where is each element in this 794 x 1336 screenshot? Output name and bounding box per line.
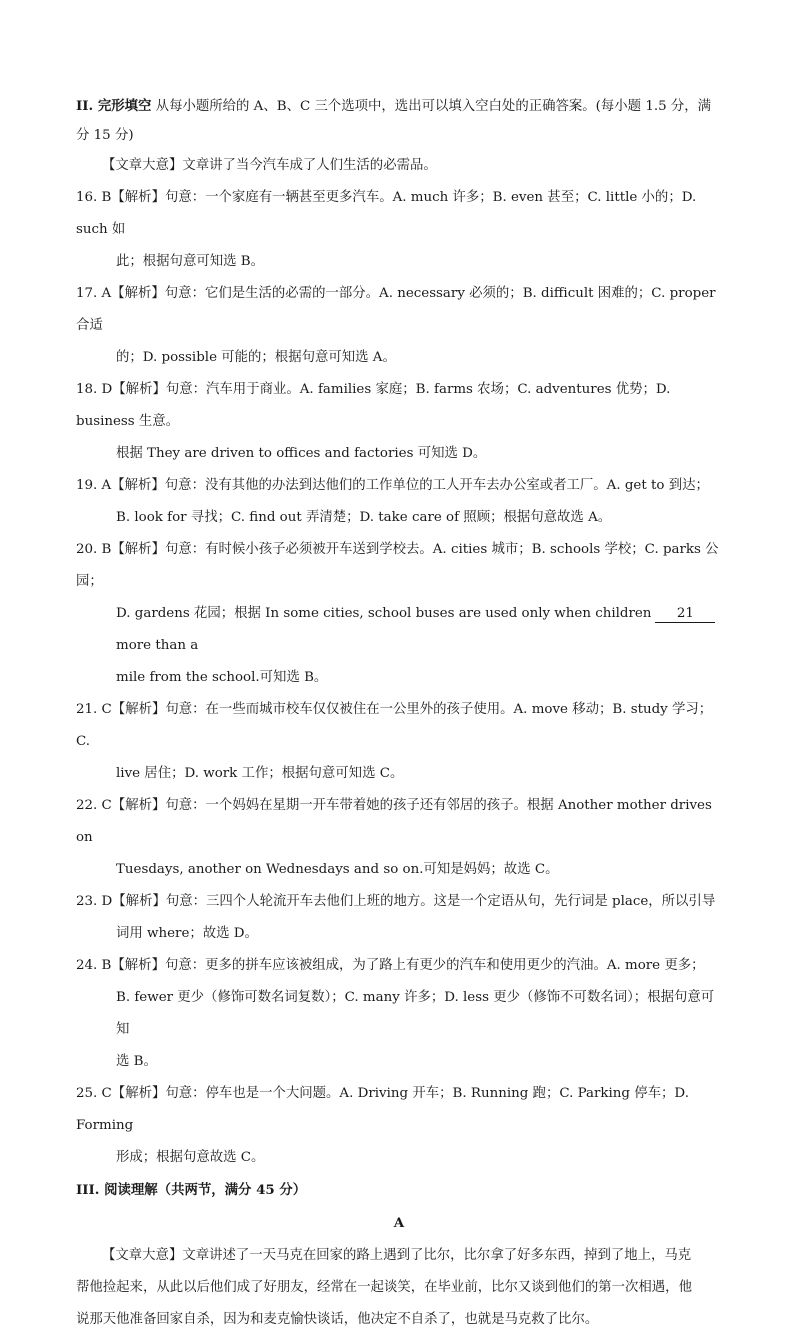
section3-summary: 【文章大意】文章讲述了一天马克在回家的路上遇到了比尔，比尔拿了好多东西，掉到了地上，马克 帮他捡起来，从此以后他们成了好朋友，经常在一起谈笑，在毕业前，比尔又谈到他们的第一次相遇，他 说那天他准备回家自杀，因为和麦克愉快谈话，他决定不自杀了，也就是马克救了比尔。 [76,1248,692,1327]
answer-item-21: 21. C【解析】句意：在一些而城市校车仅仅被住在一公里外的孩子使用。A. move 移动；B. study 学习；C. live 居住；D. work 工作；根据句意可知选 C。 [76,702,713,781]
blank-21: 21 [655,606,715,623]
section2-instruction: 从每小题所给的 A、B、C 三个选项中，选出可以填入空白处的正确答案。(每小题 1.5 分，满 [151,99,712,114]
answer-item-24: 24. B【解析】句意：更多的拼车应该被组成，为了路上有更少的汽车和使用更少的汽油。A. more 更多； B. fewer 更少（修饰可数名词复数）；C. many 许多；D. less 更少（修饰不可数名词）；根据句意可知 选 B。 [76,958,715,1069]
answer-item-23: 23. D【解析】句意：三四个人轮流开车去他们上班的地方。这是一个定语从句，先行词是 place，所以引导 词用 where；故选 D。 [76,894,716,941]
section3-title: III. 阅读理解（共两节，满分 45 分） [76,1182,307,1198]
passage-label: A [393,1215,405,1231]
answer-item-22: 22. C【解析】句意：一个妈妈在星期一开车带着她的孩子还有邻居的孩子。根据 Another mother drives on Tuesdays, another on Wednesdays and so on.可知是妈妈；故选 C。 [76,798,712,877]
answer-item-18: 18. D【解析】句意：汽车用于商业。A. families 家庭；B. farms 农场；C. adventures 优势；D. business 生意。 根据 They are driven to offices and factories 可知选 D。 [76,382,671,461]
section2-title: II. 完形填空 [76,98,152,114]
answer-item-16: 16. B【解析】句意：一个家庭有一辆甚至更多汽车。A. much 许多；B. even 甚至；C. little 小的；D. such 如 此；根据句意可知选 B。 [76,190,697,269]
answer-item-20: 20. B【解析】句意：有时候小孩子必须被开车送到学校去。A. cities 城市；B. schools 学校；C. parks 公园； D. gardens 花园；根据 In some cities, school buses are used only when children 21more than a mile from the school.可知选 B。 [76,542,719,685]
answer-item-17: 17. A【解析】句意：它们是生活的必需的一部分。A. necessary 必须的；B. difficult 困难的；C. proper 合适 的；D. possible 可能的；根据句意可知选 A。 [76,286,716,365]
answer-item-19: 19. A【解析】句意：没有其他的办法到达他们的工作单位的工人开车去办公室或者工厂。A. get to 到达； B. look for 寻找；C. find out 弄清楚；D. take care of 照顾；根据句意故选 A。 [76,478,709,525]
answer-item-25: 25. C【解析】句意：停车也是一个大问题。A. Driving 开车；B. Running 跑；C. Parking 停车；D. Forming 形成；根据句意故选 C。 [76,1086,689,1165]
section2-summary: 【文章大意】文章讲了当今汽车成了人们生活的必需品。 [102,158,437,173]
section2-heading [76,92,722,150]
document-content [76,92,722,1336]
section2-instruction-cont: 分 15 分) [76,128,134,143]
